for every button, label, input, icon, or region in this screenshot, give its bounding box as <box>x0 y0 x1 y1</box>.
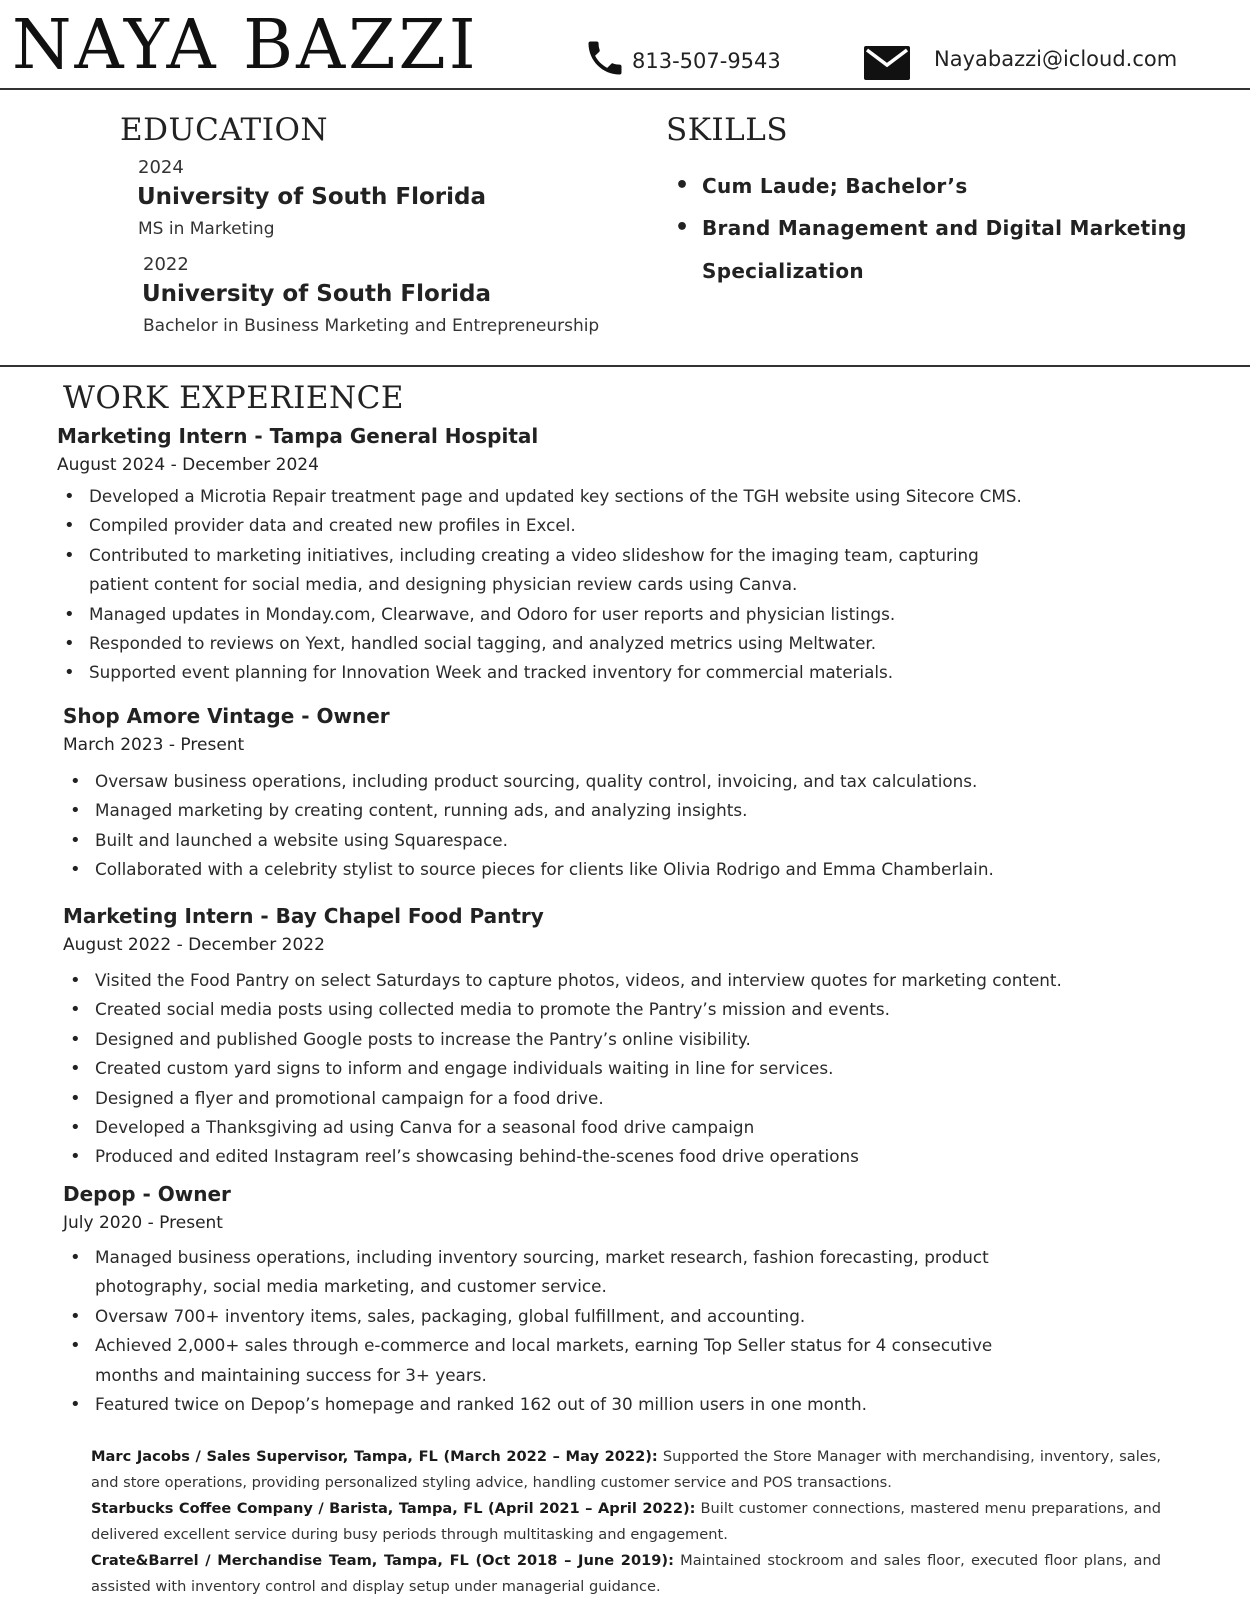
bullet-item: • Created custom yard signs to inform and engage individuals waiting in line for services. <box>95 1054 1062 1083</box>
education-year: 2024 <box>138 157 184 178</box>
bullet-item: • Designed a flyer and promotional campaign for a food drive. <box>95 1084 1062 1113</box>
bullet-item: • Built and launched a website using Squarespace. <box>95 826 994 855</box>
work-experience-title: WORK EXPERIENCE <box>63 380 405 416</box>
other-role <box>91 1548 1161 1600</box>
bullet-item: • Supported event planning for Innovation Week and tracked inventory for commercial materials. <box>89 658 1022 687</box>
bullet-item: • Developed a Microtia Repair treatment page and updated key sections of the TGH website using Sitecore CMS. <box>89 482 1022 511</box>
bullet-item: • Produced and edited Instagram reel’s showcasing behind-the-scenes food drive operations <box>95 1142 1062 1171</box>
bullet-continuation: months and maintaining success for 3+ years. <box>95 1364 487 1385</box>
job-bullets <box>95 1243 992 1419</box>
other-role-text: Maintained stockroom and sales floor, executed floor plans, and assisted with inventory control and display setup under managerial guidance. <box>91 1552 1161 1595</box>
job-bullets <box>95 966 1062 1172</box>
skill-item: • Cum Laude; Bachelor’s <box>702 174 1187 216</box>
education-school: University of South Florida <box>137 184 486 210</box>
bullet-item: • Featured twice on Depop’s homepage and ranked 162 out of 30 million users in one month. <box>95 1390 992 1419</box>
bullet-item: • Oversaw 700+ inventory items, sales, packaging, global fulfillment, and accounting. <box>95 1302 992 1331</box>
bullet-item: • Visited the Food Pantry on select Saturdays to capture photos, videos, and interview quotes for marketing content. <box>95 966 1062 995</box>
job-bullets <box>89 482 1022 688</box>
job-title: Depop - Owner <box>63 1182 231 1206</box>
education-title: EDUCATION <box>120 112 328 148</box>
other-role-heading: Starbucks Coffee Company / Barista, Tampa, FL (April 2021 – April 2022): <box>91 1500 696 1517</box>
bullet-item: • Achieved 2,000+ sales through e-commerce and local markets, earning Top Seller status for 4 consecutive <box>95 1331 992 1360</box>
other-role-heading: Marc Jacobs / Sales Supervisor, Tampa, FL (March 2022 – May 2022): <box>91 1448 658 1465</box>
other-role-text: Supported the Store Manager with merchandising, inventory, sales, and store operations, providing personalized styling advice, handling customer service and POS transactions. <box>91 1448 1161 1491</box>
phone-icon <box>583 36 627 80</box>
header-divider <box>0 88 1250 90</box>
job-date: July 2020 - Present <box>63 1213 223 1233</box>
job-bullets <box>95 767 994 885</box>
bullet-item: • Oversaw business operations, including product sourcing, quality control, invoicing, and tax calculations. <box>95 767 994 796</box>
job-title: Shop Amore Vintage - Owner <box>63 704 390 728</box>
education-school: University of South Florida <box>142 281 491 307</box>
other-roles <box>91 1444 1161 1600</box>
bullet-item: • Managed updates in Monday.com, Clearwave, and Odoro for user reports and physician listings. <box>89 600 1022 629</box>
job-title: Marketing Intern - Bay Chapel Food Pantry <box>63 904 544 928</box>
bullet-item: • Responded to reviews on Yext, handled social tagging, and analyzed metrics using Meltwater. <box>89 629 1022 658</box>
bullet-item: • Designed and published Google posts to increase the Pantry’s online visibility. <box>95 1025 1062 1054</box>
bullet-item: • Managed business operations, including inventory sourcing, market research, fashion forecasting, product <box>95 1243 992 1272</box>
resume-name: NAYA BAZZI <box>12 6 479 85</box>
bullet-item: • Managed marketing by creating content, running ads, and analyzing insights. <box>95 796 994 825</box>
phone-number: 813-507-9543 <box>632 49 781 73</box>
skill-item: • Brand Management and Digital Marketing <box>702 216 1187 259</box>
education-degree: Bachelor in Business Marketing and Entrepreneurship <box>143 316 600 336</box>
section-divider <box>0 365 1250 367</box>
job-date: March 2023 - Present <box>63 735 245 755</box>
job-date: August 2024 - December 2024 <box>57 455 319 475</box>
skills-title: SKILLS <box>666 112 789 148</box>
envelope-icon <box>864 46 910 80</box>
bullet-item: • Compiled provider data and created new profiles in Excel. <box>89 511 1022 540</box>
education-degree: MS in Marketing <box>138 219 275 239</box>
other-role-heading: Crate&Barrel / Merchandise Team, Tampa, FL (Oct 2018 – June 2019): <box>91 1552 674 1569</box>
other-role <box>91 1444 1161 1496</box>
other-role-text: Built customer connections, mastered menu preparations, and delivered excellent service during busy periods through multitasking and engagement. <box>91 1500 1161 1543</box>
other-role <box>91 1496 1161 1548</box>
bullet-item: • Created social media posts using collected media to promote the Pantry’s mission and events. <box>95 995 1062 1024</box>
email-address: Nayabazzi@icloud.com <box>934 47 1178 71</box>
skill-item-continuation: Specialization <box>702 259 864 283</box>
education-year: 2022 <box>143 254 189 275</box>
bullet-continuation: patient content for social media, and designing physician review cards using Canva. <box>89 574 798 595</box>
job-date: August 2022 - December 2022 <box>63 935 325 955</box>
bullet-item: • Collaborated with a celebrity stylist to source pieces for clients like Olivia Rodrigo and Emma Chamberlain. <box>95 855 994 884</box>
skills-list <box>702 174 1187 289</box>
bullet-continuation: photography, social media marketing, and customer service. <box>95 1276 607 1297</box>
bullet-item: • Contributed to marketing initiatives, including creating a video slideshow for the imaging team, capturing <box>89 541 1022 570</box>
job-title: Marketing Intern - Tampa General Hospital <box>57 424 539 448</box>
bullet-item: • Developed a Thanksgiving ad using Canva for a seasonal food drive campaign <box>95 1113 1062 1142</box>
